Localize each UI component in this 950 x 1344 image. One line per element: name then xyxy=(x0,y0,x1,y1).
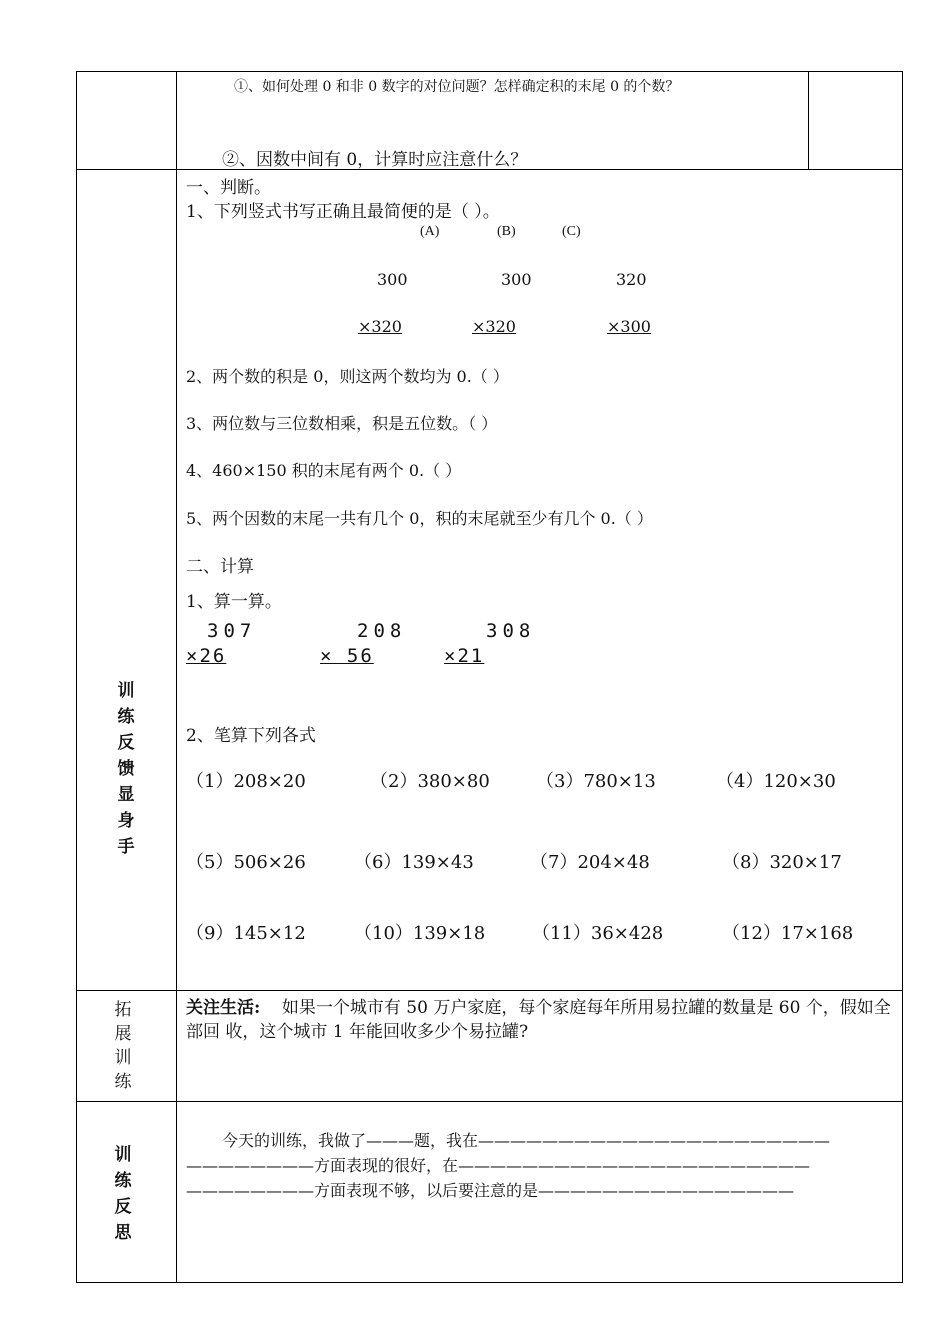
calc-c-top: 308 xyxy=(486,620,536,642)
exercise-3: （3）780×13 xyxy=(536,771,656,792)
exercise-12: （12）17×168 xyxy=(722,923,854,944)
extension-text: 如果一个城市有 50 万户家庭，每个家庭每年所用易拉罐的数量是 60 个，假如全部回 收，这个城市 1 年能回收多少个易拉罐? xyxy=(186,998,891,1042)
practice-side-label: 训 练 反 馈 显 身 手 xyxy=(117,681,135,857)
intro-question-2: ②、因数中间有 0，计算时应注意什么？ xyxy=(222,150,528,170)
reflection-line-1: 今天的训练，我做了———题，我在—————————————————————— xyxy=(222,1131,831,1150)
calc-2-title: 2、笔算下列各式 xyxy=(186,726,316,746)
judge-question-3: 3、两位数与三位数相乘，积是五位数。（ ） xyxy=(186,414,498,433)
calc-b-bottom: × 56 xyxy=(320,645,374,667)
reflection-line-3: ————————方面表现不够，以后要注意的是———————————————— xyxy=(186,1181,795,1200)
option-b-bottom: ×320 xyxy=(472,317,516,336)
option-a-top: 300 xyxy=(377,270,408,289)
exercise-9: （9）145×12 xyxy=(186,923,306,944)
intro-question-1: ①、如何处理 0 和非 0 数字的对位问题？怎样确定积的末尾 0 的个数？ xyxy=(234,79,680,95)
calc-a-bottom: ×26 xyxy=(186,645,227,667)
exercise-2: （2）380×80 xyxy=(370,771,490,792)
judge-question-4: 4、460×150 积的末尾有两个 0.（ ） xyxy=(186,461,462,480)
extension-problem xyxy=(186,996,891,1044)
exercise-11: （11）36×428 xyxy=(532,923,664,944)
exercise-10: （10）139×18 xyxy=(354,923,486,944)
calc-1-title: 1、算一算。 xyxy=(186,592,282,612)
option-c-bottom: ×300 xyxy=(607,317,651,336)
reflection-side-label: 训 练 反 思 xyxy=(114,1145,132,1243)
table-border-top xyxy=(76,71,903,72)
section-2-title: 二、计算 xyxy=(186,557,254,577)
option-b-label: (B) xyxy=(497,224,516,239)
row-divider-2 xyxy=(76,990,903,991)
section-1-title: 一、判断。 xyxy=(186,178,271,198)
exercise-8: （8）320×17 xyxy=(722,852,842,873)
table-border-bottom xyxy=(76,1282,903,1283)
extension-side-label: 拓 展 训 练 xyxy=(114,1000,132,1092)
judge-question-1: 1、下列竖式书写正确且最简便的是（ ）。 xyxy=(186,202,500,222)
option-a-bottom: ×320 xyxy=(358,317,402,336)
reflection-line-2: ————————方面表现的很好，在—————————————————————— xyxy=(186,1156,811,1175)
row-divider-3 xyxy=(76,1101,903,1102)
extension-heading: 关注生活: xyxy=(186,998,261,1018)
exercise-5: （5）506×26 xyxy=(186,852,306,873)
calc-b-top: 208 xyxy=(357,620,407,642)
calc-a-top: 307 xyxy=(207,620,257,642)
exercise-6: （6）139×43 xyxy=(354,852,474,873)
option-b-top: 300 xyxy=(501,270,532,289)
exercise-1: （1）208×20 xyxy=(186,771,306,792)
judge-question-2: 2、两个数的积是 0，则这两个数均为 0.（ ） xyxy=(186,367,509,386)
intro-right-divider xyxy=(808,71,809,169)
exercise-7: （7）204×48 xyxy=(530,852,650,873)
judge-question-5: 5、两个因数的末尾一共有几个 0，积的末尾就至少有几个 0.（ ） xyxy=(186,509,653,528)
option-a-label: (A) xyxy=(420,224,440,239)
calc-c-bottom: ×21 xyxy=(444,645,485,667)
option-c-top: 320 xyxy=(616,270,647,289)
exercise-4: （4）120×30 xyxy=(716,771,836,792)
option-c-label: (C) xyxy=(562,224,581,239)
